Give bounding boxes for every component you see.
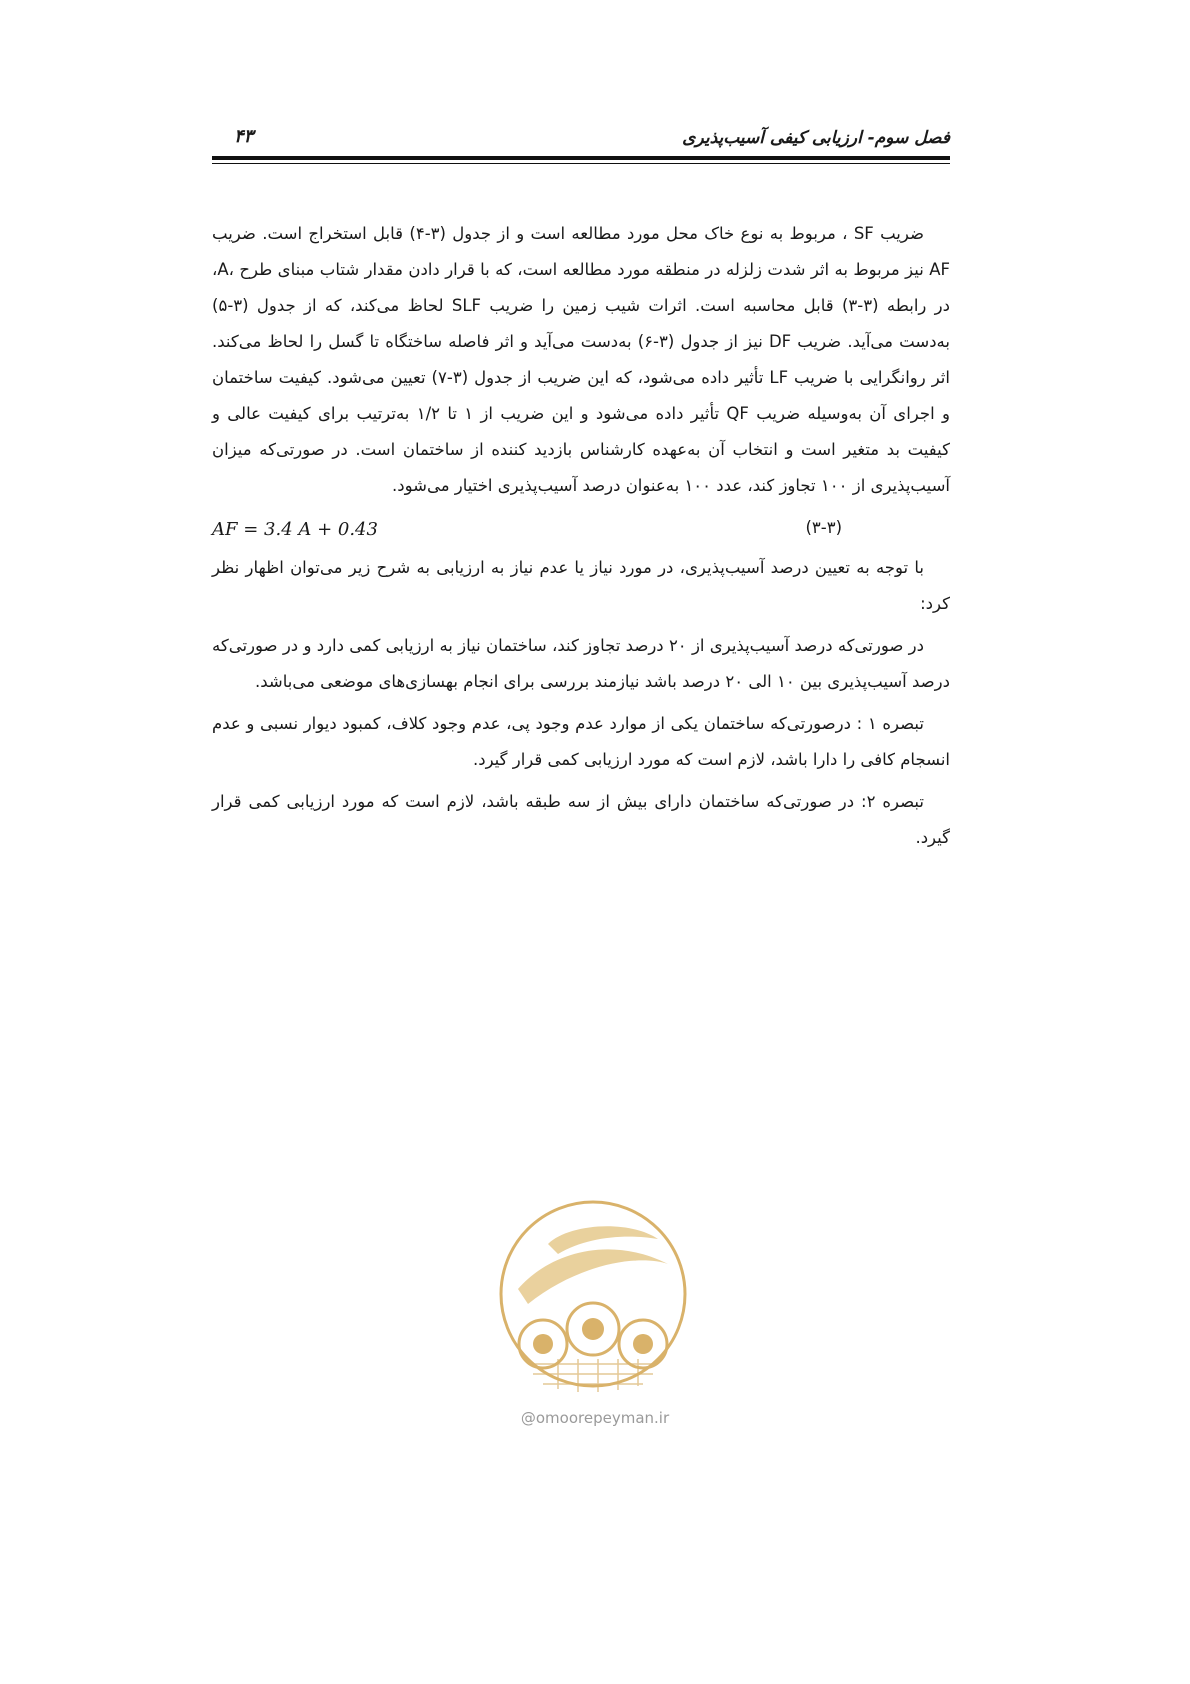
equation-number: (۳-۳) [805,518,842,537]
paragraph-3: در صورتی‌که درصد آسیب‌پذیری از ۲۰ درصد تجاوز کند، ساختمان نیاز به ارزیابی کمی دارد و در صورتی‌که درصد آسیب‌پذیری بین ۱۰ الی ۲۰ درصد باشد نیازمند بررسی برای انجام بهسازی‌های موضعی می‌باشد. [212,636,950,691]
note-2: تبصره ۲: در صورتی‌که ساختمان دارای بیش از سه طبقه باشد، لازم است که مورد ارزیابی کمی قرار گیرد. [212,792,950,847]
header-rule-thin [212,163,950,164]
paragraph-1: ضریب SF ، مربوط به نوع خاک محل مورد مطالعه است و از جدول (۳-۴) قابل استخراج است. ضریب AF نیز مربوط به اثر شدت زلزله در منطقه مورد مطالعه است، که با قرار دادن مقدار شتاب مبنای طرح ،A، در رابطه (۳-۳) قابل محاسبه است. اثرات شیب زمین را ضریب SLF لحاظ می‌کند، که از جدول (۳-۵) به‌دست می‌آید. ضریب DF نیز از جدول (۳-۶) به‌دست می‌آید و اثر فاصله ساختگاه تا گسل را لحاظ می‌کند. اثر روانگرایی با ضریب LF تأثیر داده می‌شود، که این ضریب از جدول (۳-۷) تعیین می‌شود. کیفیت ساختمان و اجرای آن به‌وسیله ضریب QF تأثیر داده می‌شود و این ضریب از ۱ تا ۱/۲ به‌ترتیب برای کیفیت عالی و کیفیت بد متغیر است و انتخاب آن به‌عهده کارشناس بازدید کننده از ساختمان است. در صورتی‌که میزان آسیب‌پذیری از ۱۰۰ تجاوز کند، عدد ۱۰۰ به‌عنوان درصد آسیب‌پذیری اختیار می‌شود. [212,224,950,495]
paragraph-2: با توجه به تعیین درصد آسیب‌پذیری، در مورد نیاز یا عدم نیاز به ارزیابی به شرح زیر می‌توان اظهار نظر کرد: [212,558,950,613]
page-header [212,122,950,156]
page-number: ۴۳ [234,126,254,147]
equation-formula: AF = 3.4 A + 0.43 [212,519,378,540]
watermark-url: @omoorepeyman.ir [520,1409,670,1427]
note-1: تبصره ۱ : درصورتی‌که ساختمان یکی از موارد عدم وجود پی، عدم وجود کلاف، کمبود دیوار نسبی و عدم انسجام کافی را دارا باشد، لازم است که مورد ارزیابی کمی قرار گیرد. [212,714,950,769]
chapter-title: فصل سوم- ارزیابی کیفی آسیب‌پذیری [682,128,950,148]
main-content [212,216,950,862]
equation-line [212,510,950,546]
header-rule-thick [212,156,950,160]
omoorepeyman-logo-icon [488,1194,698,1394]
